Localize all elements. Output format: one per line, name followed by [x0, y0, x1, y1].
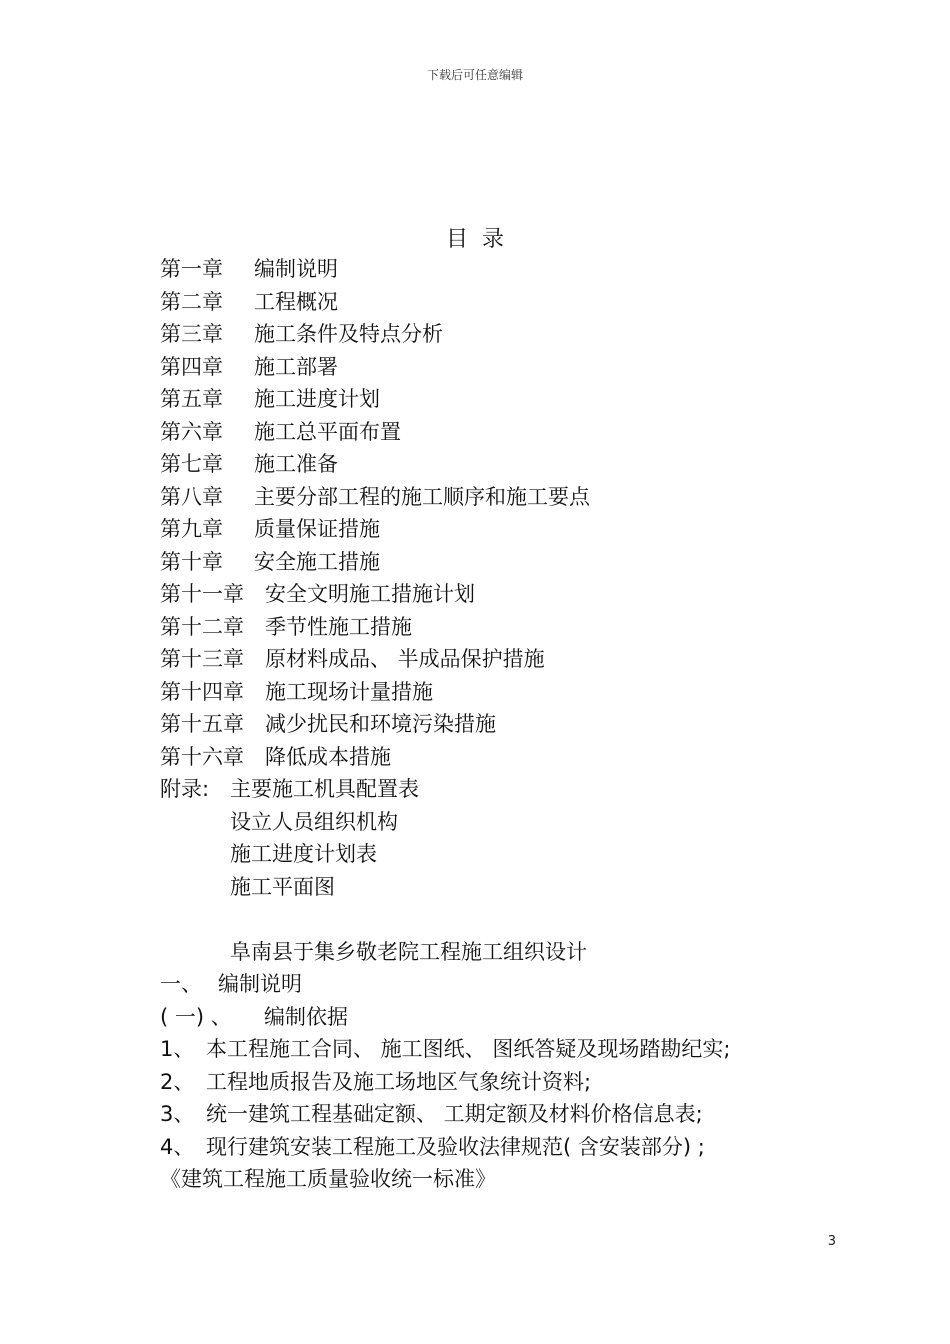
toc-entry: 第十三章 原材料成品、 半成品保护措施	[160, 647, 545, 671]
body-line: 《建筑工程施工质量验收统一标准》	[160, 1167, 496, 1191]
toc-title: 目录	[445, 227, 518, 252]
header-note: 下载后可任意编辑	[426, 68, 523, 82]
toc-appendix-item: 施工进度计划表	[230, 842, 377, 866]
toc-entry: 第十章 安全施工措施	[160, 549, 380, 574]
list-item: 3、 统一建筑工程基础定额、 工期定额及材料价格信息表;	[160, 1102, 703, 1126]
toc-entry: 第二章 工程概况	[160, 289, 338, 314]
toc-entry: 第十五章 减少扰民和环境污染措施	[160, 712, 496, 736]
list-item: 2、 工程地质报告及施工场地区气象统计资料;	[160, 1069, 592, 1094]
section-heading: 一、 编制说明	[160, 972, 302, 996]
toc-entry: 第十二章 季节性施工措施	[160, 614, 412, 639]
toc-appendix: 附录: 主要施工机具配置表	[160, 777, 419, 801]
subsection-heading: ( 一) 、 编制依据	[160, 1004, 348, 1029]
toc-appendix-item: 设立人员组织机构	[230, 809, 398, 834]
list-item: 4、 现行建筑安装工程施工及验收法律规范( 含安装部分) ;	[160, 1134, 705, 1159]
list-item: 1、 本工程施工合同、 施工图纸、 图纸答疑及现场踏勘纪实;	[160, 1037, 731, 1061]
toc-appendix-item: 施工平面图	[230, 874, 335, 899]
toc-entry: 第六章 施工总平面布置	[160, 419, 401, 444]
document-title: 阜南县于集乡敬老院工程施工组织设计	[230, 939, 587, 964]
toc-entry: 第八章 主要分部工程的施工顺序和施工要点	[160, 484, 590, 509]
spacer	[160, 903, 920, 936]
toc-entry: 第十六章 降低成本措施	[160, 744, 391, 769]
toc-entry: 第三章 施工条件及特点分析	[160, 322, 443, 346]
toc-entry: 第十一章 安全文明施工措施计划	[160, 582, 475, 606]
document-body	[160, 253, 920, 1196]
toc-entry: 第十四章 施工现场计量措施	[160, 679, 433, 704]
toc-entry: 第四章 施工部署	[160, 354, 338, 379]
page-number: 3	[827, 1234, 836, 1249]
toc-entry: 第七章 施工准备	[160, 452, 338, 476]
toc-entry: 第一章 编制说明	[160, 257, 338, 281]
toc-entry: 第九章 质量保证措施	[160, 517, 380, 541]
toc-entry: 第五章 施工进度计划	[160, 387, 380, 411]
